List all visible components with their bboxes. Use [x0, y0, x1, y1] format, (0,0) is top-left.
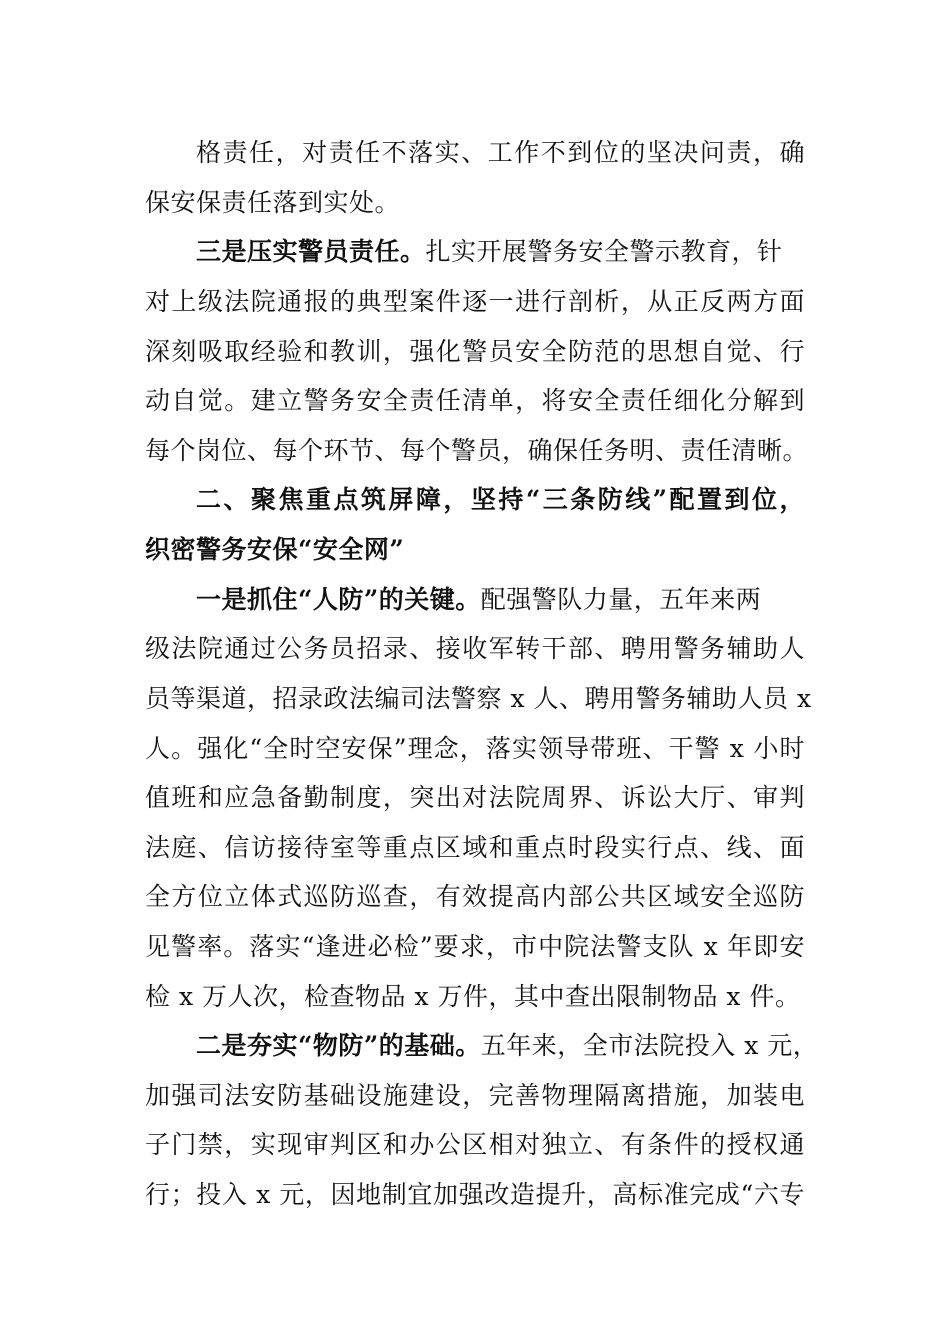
- section-lead-heading: 三是压实警员责任。: [196, 237, 426, 266]
- paragraph-line: 全方位立体式巡防巡查，有效提高内部公共区域安全巡防: [145, 882, 805, 911]
- paragraph-line: 每个岗位、每个环节、每个警员，确保任务明、责任清晰。: [145, 436, 809, 465]
- paragraph-line: 子门禁，实现审判区和办公区相对独立、有条件的授权通: [145, 1130, 805, 1159]
- paragraph-line: 值班和应急备勤制度，突出对法院周界、诉讼大厅、审判: [145, 783, 805, 812]
- paragraph-text: 配强警队力量，五年来两: [480, 585, 762, 614]
- section-lead-heading: 二是夯实“物防”的基础。: [196, 1031, 481, 1060]
- paragraph-line: 人。强化“全时空安保”理念，落实领导带班、干警 x 小时: [145, 734, 805, 763]
- paragraph-line: 加强司法安防基础设施建设，完善物理隔离措施，加装电: [145, 1081, 805, 1110]
- paragraph-line: 检 x 万人次，检查物品 x 万件，其中查出限制物品 x 件。: [145, 982, 801, 1011]
- paragraph-line: 级法院通过公务员招录、接收军转干部、聘用警务辅助人: [145, 634, 805, 663]
- paragraph-line: 深刻吸取经验和教训，强化警员安全防范的思想自觉、行: [145, 337, 805, 366]
- section-heading: 织密警务安保“安全网”: [145, 535, 405, 564]
- paragraph-line: 行；投入 x 元，因地制宜加强改造提升，高标准完成“六专: [145, 1180, 805, 1209]
- paragraph-line: [196, 227, 783, 277]
- paragraph-text: 五年来，全市法院投入 x 元，: [480, 1031, 819, 1060]
- section-lead-heading: 一是抓住“人防”的关键。: [196, 585, 481, 614]
- paragraph-line: [196, 575, 761, 625]
- paragraph-line: 对上级法院通报的典型案件逐一进行剖析，从正反两方面: [145, 287, 805, 316]
- paragraph-line: 格责任，对责任不落实、工作不到位的坚决问责，确: [196, 138, 805, 167]
- paragraph-line: 保安保责任落到实处。: [145, 188, 401, 217]
- paragraph-line: [196, 1021, 818, 1071]
- section-heading: 二、聚焦重点筑屏障，坚持“三条防线”配置到位，: [196, 485, 805, 514]
- paragraph-line: 法庭、信访接待室等重点区域和重点时段实行点、线、面: [145, 833, 805, 862]
- paragraph-line: 动自觉。建立警务安全责任清单，将安全责任细化分解到: [145, 386, 805, 415]
- paragraph-line: 员等渠道，招录政法编司法警察 x 人、聘用警务辅助人员 x: [145, 684, 812, 713]
- paragraph-text: 扎实开展警务安全警示教育，针: [425, 237, 783, 266]
- paragraph-line: 见警率。落实“逢进必检”要求，市中院法警支队 x 年即安: [145, 932, 805, 961]
